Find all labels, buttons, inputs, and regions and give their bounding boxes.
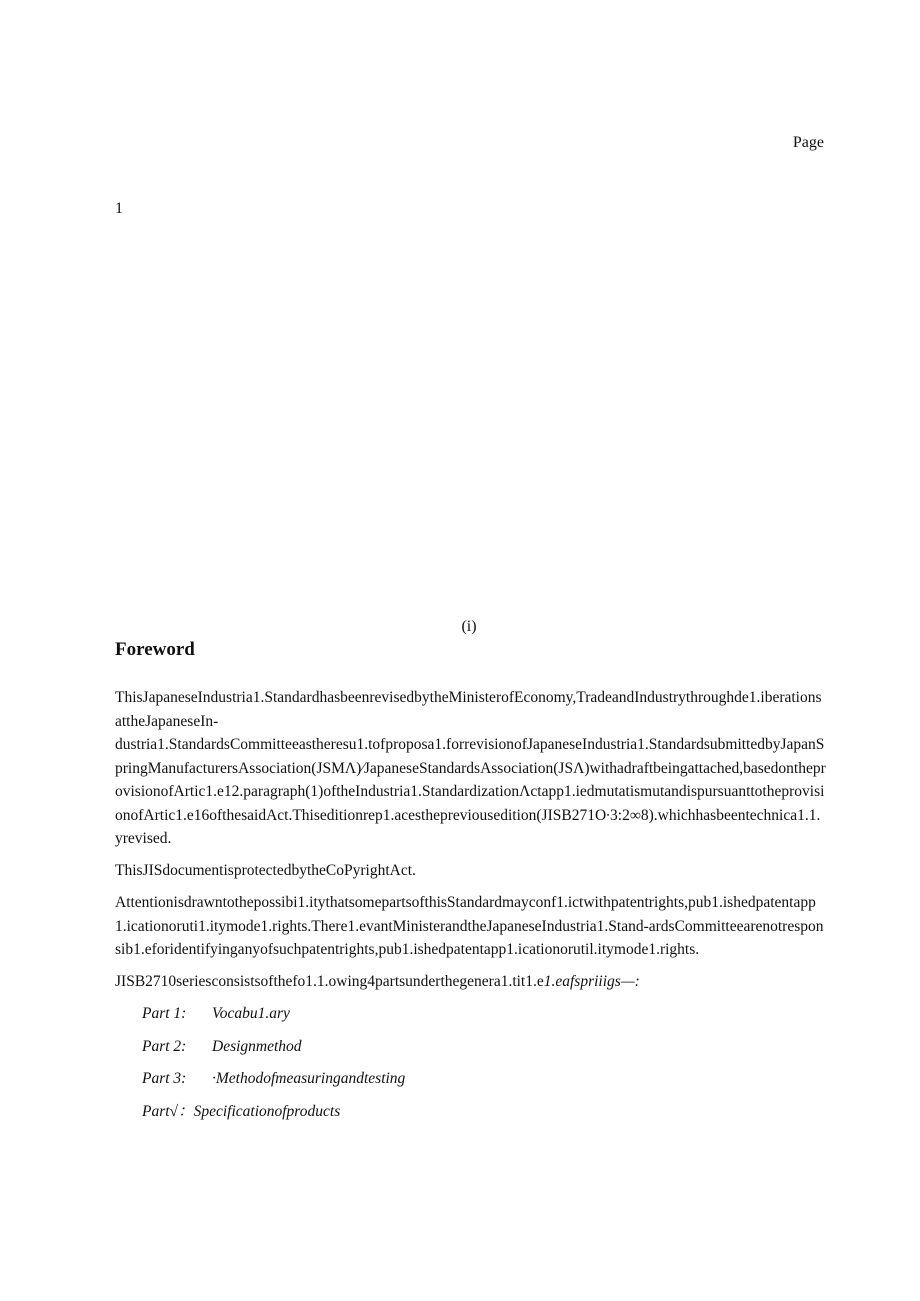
revision-text-line1: ThisJapaneseIndustria1.StandardhasbeenrevisedbytheMinisterofEconomy,TradeandIndustrythroughde1.iberationsattheJapaneseIn- (115, 689, 822, 730)
page-number: 1 (115, 200, 123, 217)
series-text: JISB2710seriesconsistsofthefo1.1.owing4partsunderthegenera1.tit1.e (115, 973, 544, 990)
list-item (142, 1067, 827, 1100)
parts-list (142, 1002, 827, 1132)
part-number: Part√： (142, 1102, 194, 1120)
part-number: Part 3: (142, 1070, 187, 1087)
part-title: Specificationofproducts (193, 1102, 341, 1120)
foreword-paragraph-copyright: ThisJISdocumentisprotectedbytheCoPyrightAct. (115, 862, 416, 879)
part-title: Designmethod (212, 1037, 302, 1055)
series-general-title: 1.eafspriiigs—: (543, 973, 640, 990)
revision-text-rest: dustria1.StandardsCommitteeastheresu1.tofproposa1.forrevisionofJapaneseIndustria1.StandardsubmittedbyJapanSpringManufacturersAssociation(JSMΛ)∕JapaneseStandardsAssociation(JSΛ)withadraftbeingattached,basedontheprovisionofArtic1.e12.paragraph(1)oftheIndustria1.StandardizationΛctapp1.iedmutatismutandispursuanttotheprovisionofArtic1.e16ofthesaidAct.Thiseditionrep1.acesthepreviousedition(JISB271O∙3:2∞8).whichhasbeentechnica1.1.yrevised. (115, 736, 826, 847)
list-item (142, 1002, 827, 1035)
foreword-paragraph-patent: Attentionisdrawntothepossibi1.itythatsomepartsofthisStandardmayconf1.ictwithpatentrights,pub1.ishedpatentapp1.icationoruti1.itymode1.rights.There1.evantMinisterandtheJapaneseIndustria1.Stand-ardsCommitteearenotresponsib1.eforidentifyinganyofsuchpatentrights,pub1.ishedpatentapp1.icationorutil.itymode1.rights. (115, 894, 824, 958)
roman-page-number: (i) (461, 618, 477, 635)
part-title: Vocabu1.ary (212, 1005, 290, 1022)
list-item (142, 1100, 827, 1133)
foreword-body (115, 686, 827, 1132)
foreword-heading: Foreword (115, 639, 195, 660)
page-label: Page (792, 134, 824, 151)
part-title: ·Methodofmeasuringandtesting (212, 1070, 406, 1087)
part-number: Part 2: (142, 1037, 187, 1055)
foreword-paragraph-revision (115, 686, 827, 851)
list-item (142, 1035, 827, 1068)
part-number: Part 1: (142, 1005, 187, 1022)
foreword-paragraph-series (115, 970, 827, 994)
